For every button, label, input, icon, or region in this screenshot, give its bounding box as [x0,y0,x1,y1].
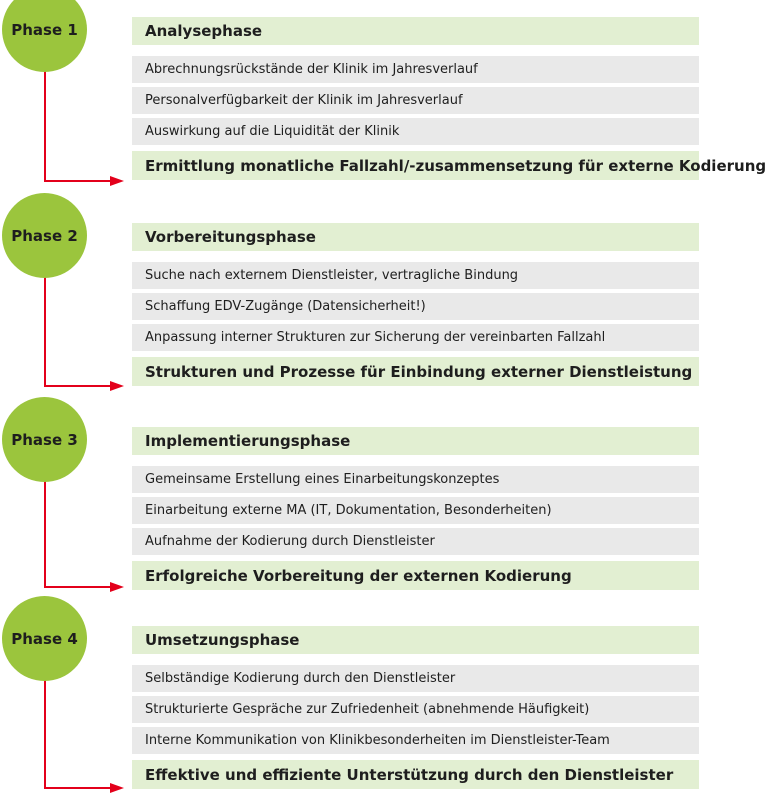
phase-4-title: Umsetzungsphase [132,626,699,654]
phase-4-result: Effektive und effiziente Unterstützung durch den Dienstleister [132,760,699,789]
phase-2-item: Schaffung EDV-Zugänge (Datensicherheit!) [132,293,699,320]
phase-1-item: Personalverfügbarkeit der Klinik im Jahresverlauf [132,87,699,114]
phase-4-item: Strukturierte Gespräche zur Zufriedenheit (abnehmende Häufigkeit) [132,696,699,723]
phase-2-item: Suche nach externem Dienstleister, vertragliche Bindung [132,262,699,289]
phase-3-item: Gemeinsame Erstellung eines Einarbeitungskonzeptes [132,466,699,493]
phase-3-item: Einarbeitung externe MA (IT, Dokumentation, Besonderheiten) [132,497,699,524]
phase-3-item: Aufnahme der Kodierung durch Dienstleister [132,528,699,555]
phase-3-circle: Phase 3 [2,397,87,482]
phase-4-item: Interne Kommunikation von Klinikbesonderheiten im Dienstleister-Team [132,727,699,754]
phase-2-result: Strukturen und Prozesse für Einbindung externer Dienstleistung [132,357,699,386]
phase-1-result: Ermittlung monatliche Fallzahl/-zusammensetzung für externe Kodierung [132,151,699,180]
phase-4-circle: Phase 4 [2,596,87,681]
phase-1-circle: Phase 1 [2,0,87,72]
phase-3-title: Implementierungsphase [132,427,699,455]
phase-3-result: Erfolgreiche Vorbereitung der externen Kodierung [132,561,699,590]
phase-1-item: Abrechnungsrückstände der Klinik im Jahresverlauf [132,56,699,83]
phase-1-title: Analysephase [132,17,699,45]
phase-2-title: Vorbereitungsphase [132,223,699,251]
phase-2-circle: Phase 2 [2,193,87,278]
phase-4-item: Selbständige Kodierung durch den Dienstleister [132,665,699,692]
phase-1-item: Auswirkung auf die Liquidität der Klinik [132,118,699,145]
phase-2-item: Anpassung interner Strukturen zur Sicherung der vereinbarten Fallzahl [132,324,699,351]
